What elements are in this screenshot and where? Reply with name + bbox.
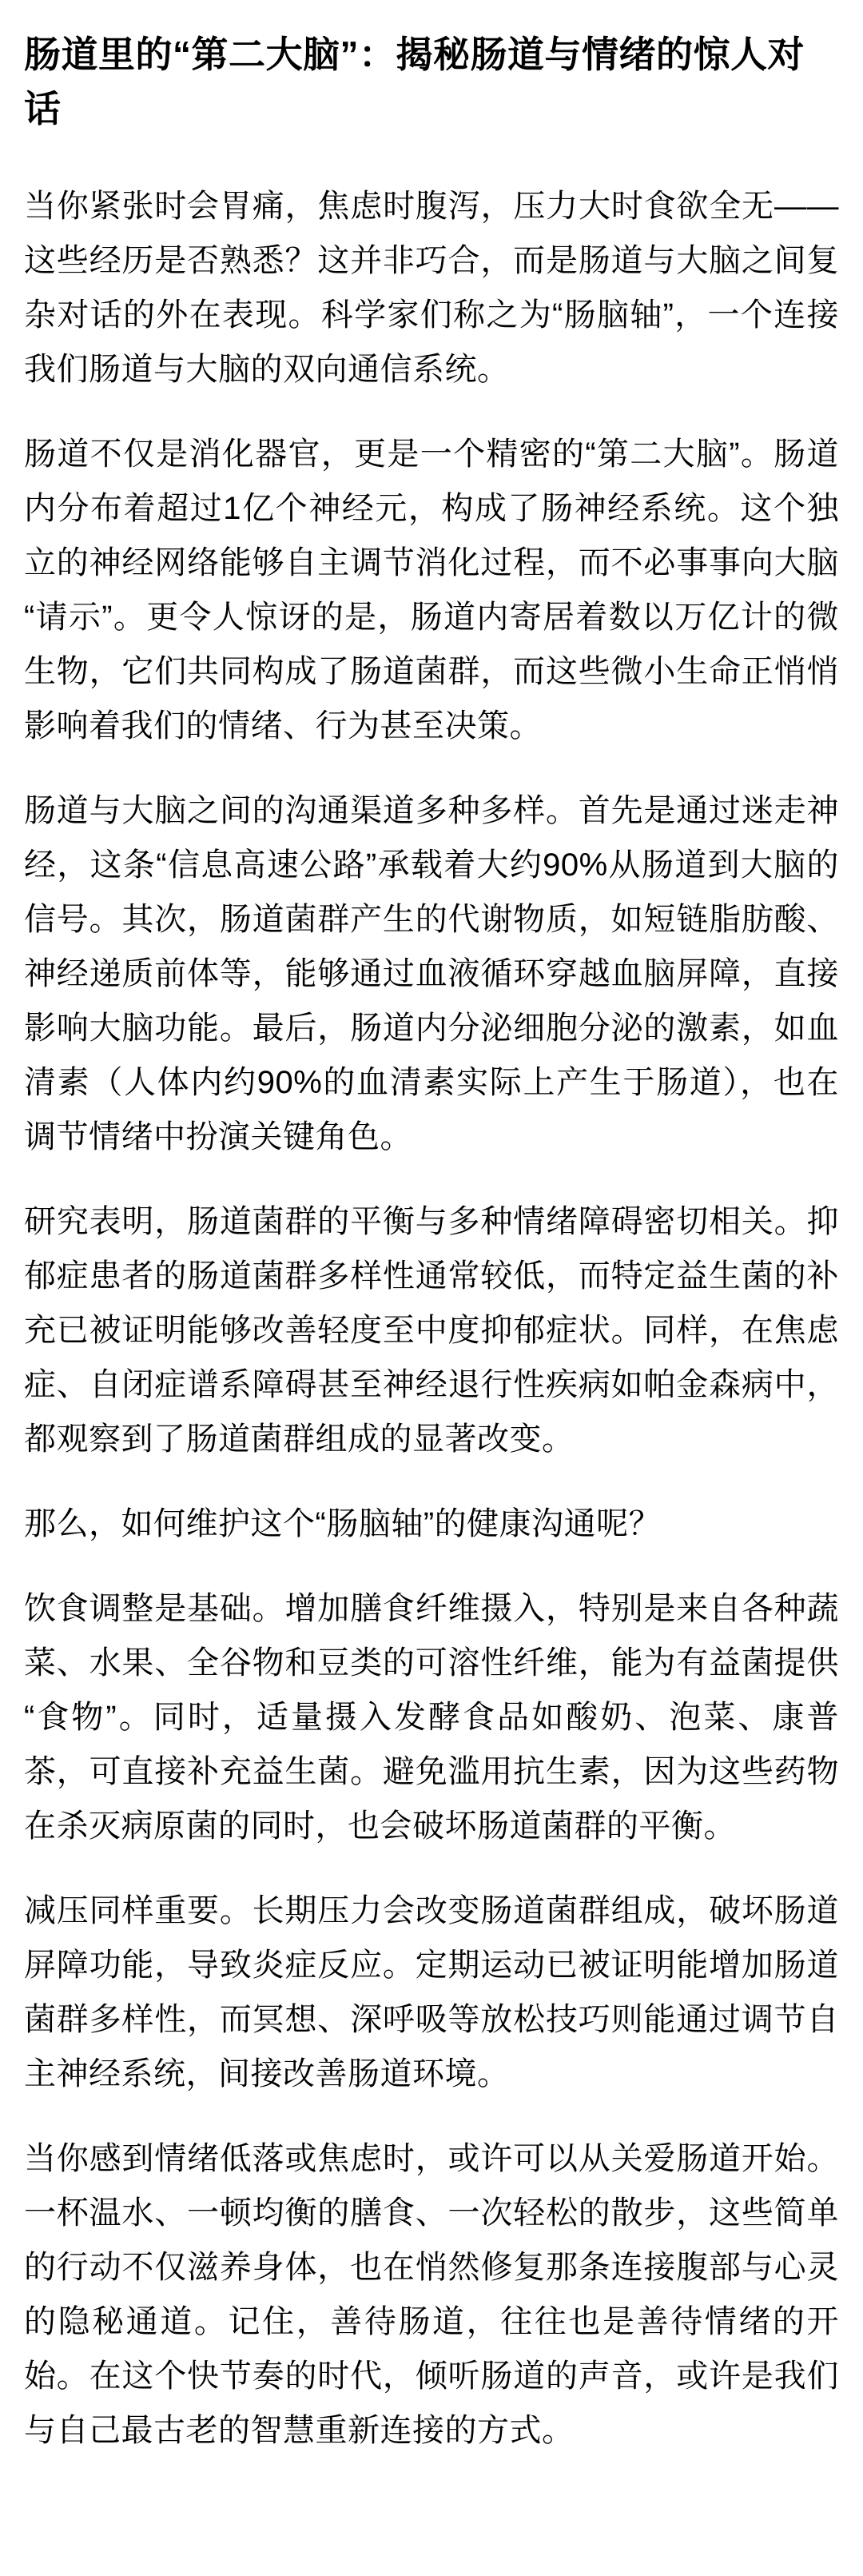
article-paragraph-conclusion: 当你感到情绪低落或焦虑时，或许可以从关爱肠道开始。一杯温水、一顿均衡的膳食、一次轻松的散步，这些简单的行动不仅滋养身体，也在悄然修复那条连接腹部与心灵的隐秘通道。记住，善待肠道，往往也是善待情绪的开始。在这个快节奏的时代，倾听肠道的声音，或许是我们与自己最古老的智慧重新连接的方式。	[24, 2141, 839, 2448]
article-paragraph-stress-advice: 减压同样重要。长期压力会改变肠道菌群组成，破坏肠道屏障功能，导致炎症反应。定期运动已被证明能增加肠道菌群多样性，而冥想、深呼吸等放松技巧则能通过调节自主神经系统，间接改善肠道环境。	[24, 1893, 839, 2092]
article-paragraph-research-findings: 研究表明，肠道菌群的平衡与多种情绪障碍密切相关。抑郁症患者的肠道菌群多样性通常较低，而特定益生菌的补充已被证明能够改善轻度至中度抑郁症状。同样，在焦虑症、自闭症谱系障碍甚至神经退行性疾病如帕金森病中，都观察到了肠道菌群组成的显著改变。	[24, 1204, 839, 1457]
article-paragraph-second-brain: 肠道不仅是消化器官，更是一个精密的“第二大脑”。肠道内分布着超过1亿个神经元，构成了肠神经系统。这个独立的神经网络能够自主调节消化过程，而不必事事向大脑“请示”。更令人惊讶的是，肠道内寄居着数以万亿计的微生物，它们共同构成了肠道菌群，而这些微小生命正悄悄影响着我们的情绪、行为甚至决策。	[24, 437, 839, 744]
article-paragraph-diet-advice: 饮食调整是基础。增加膳食纤维摄入，特别是来自各种蔬菜、水果、全谷物和豆类的可溶性纤维，能为有益菌提供“食物”。同时，适量摄入发酵食品如酸奶、泡菜、康普茶，可直接补充益生菌。避免滥用抗生素，因为这些药物在杀灭病原菌的同时，也会破坏肠道菌群的平衡。	[24, 1591, 839, 1844]
article-title: 肠道里的“第二大脑”：揭秘肠道与情绪的惊人对话	[24, 34, 805, 130]
article-paragraph-communication-channels: 肠道与大脑之间的沟通渠道多种多样。首先是通过迷走神经，这条“信息高速公路”承载着大约90%从肠道到大脑的信号。其次，肠道菌群产生的代谢物质，如短链脂肪酸、神经递质前体等，能够通过血液循环穿越血脑屏障，直接影响大脑功能。最后，肠道内分泌细胞分泌的激素，如血清素（人体内约90%的血清素实际上产生于肠道），也在调节情绪中扮演关键角色。	[24, 793, 839, 1154]
article-paragraph-intro: 当你紧张时会胃痛，焦虑时腹泻，压力大时食欲全无——这些经历是否熟悉？这并非巧合，而是肠道与大脑之间复杂对话的外在表现。科学家们称之为“肠脑轴”，一个连接我们肠道与大脑的双向通信系统。	[24, 189, 839, 387]
article-paragraph-question: 那么，如何维护这个“肠脑轴”的健康沟通呢？	[24, 1506, 662, 1541]
